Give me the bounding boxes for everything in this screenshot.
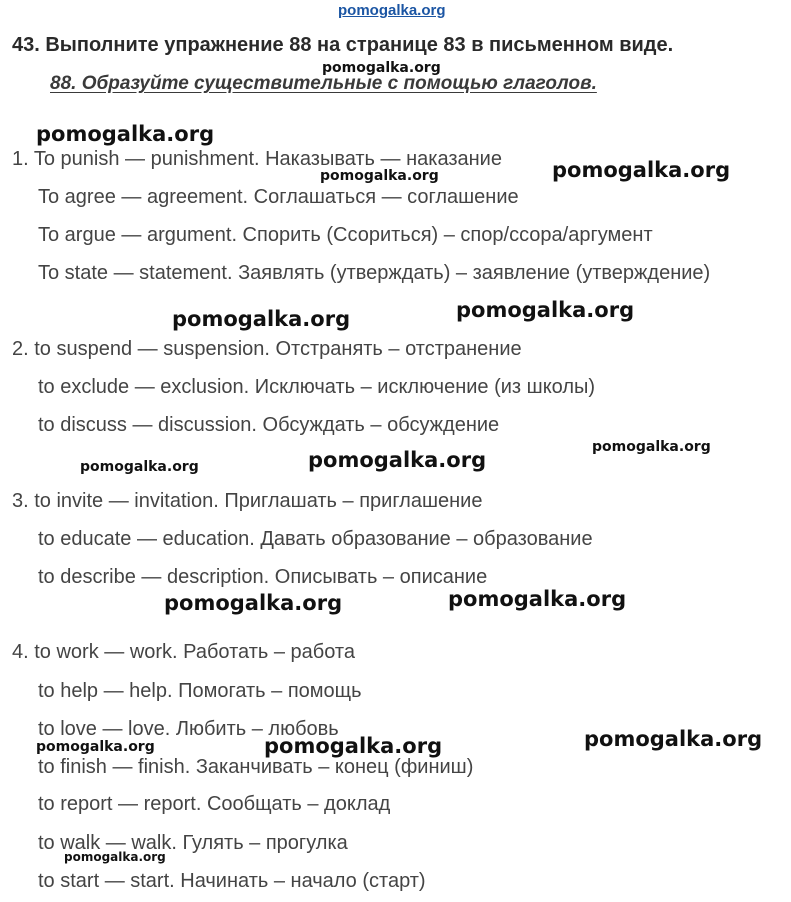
list-item: 2. to suspend — suspension. Отстранять – отстранение — [12, 338, 522, 360]
list-item: To argue — argument. Спорить (Ссориться) – спор/ссора/аргумент — [38, 224, 653, 246]
list-item: to start — start. Начинать – начало (старт) — [38, 870, 426, 892]
list-item: to love — love. Любить – любовь — [38, 718, 339, 740]
list-item: to discuss — discussion. Обсуждать – обсуждение — [38, 414, 500, 436]
list-item: to report — report. Сообщать – доклад — [38, 793, 391, 815]
list-item: to finish — finish. Заканчивать – конец (финиш) — [38, 756, 474, 778]
list-item: 3. to invite — invitation. Приглашать – приглашение — [12, 490, 483, 512]
watermark: pomogalka.org — [456, 298, 635, 322]
list-item: 1. To punish — punishment. Наказывать — наказание — [12, 148, 502, 170]
task-title: 43. Выполните упражнение 88 на странице 83 в письменном виде. — [12, 34, 674, 56]
watermark: pomogalka.org — [584, 727, 763, 751]
list-item: To state — statement. Заявлять (утверждать) – заявление (утверждение) — [38, 262, 711, 284]
watermark: pomogalka.org — [36, 739, 155, 755]
list-item: to help — help. Помогать – помощь — [38, 680, 362, 702]
watermark: pomogalka.org — [308, 448, 487, 472]
exercise-title: 88. Образуйте существительные с помощью глаголов. — [50, 73, 597, 94]
watermark: pomogalka.org — [172, 307, 351, 331]
watermark: pomogalka.org — [552, 158, 731, 182]
list-item: to educate — education. Давать образование – образование — [38, 528, 593, 550]
watermark: pomogalka.org — [448, 587, 627, 611]
watermark: pomogalka.org — [264, 734, 443, 758]
watermark: pomogalka.org — [320, 168, 439, 184]
list-item: to exclude — exclusion. Исключать – исключение (из школы) — [38, 376, 596, 398]
watermark: pomogalka.org — [322, 60, 441, 76]
list-item: 4. to work — work. Работать – работа — [12, 641, 355, 663]
list-item: to describe — description. Описывать – описание — [38, 566, 488, 588]
list-item: To agree — agreement. Соглашаться — соглашение — [38, 186, 519, 208]
watermark: pomogalka.org — [80, 459, 199, 475]
watermark: pomogalka.org — [36, 122, 215, 146]
watermark: pomogalka.org — [164, 591, 343, 615]
list-item: to walk — walk. Гулять – прогулка — [38, 832, 348, 854]
watermark: pomogalka.org — [592, 439, 711, 455]
watermark: pomogalka.org — [64, 850, 166, 864]
site-link-watermark[interactable]: pomogalka.org — [338, 2, 446, 19]
